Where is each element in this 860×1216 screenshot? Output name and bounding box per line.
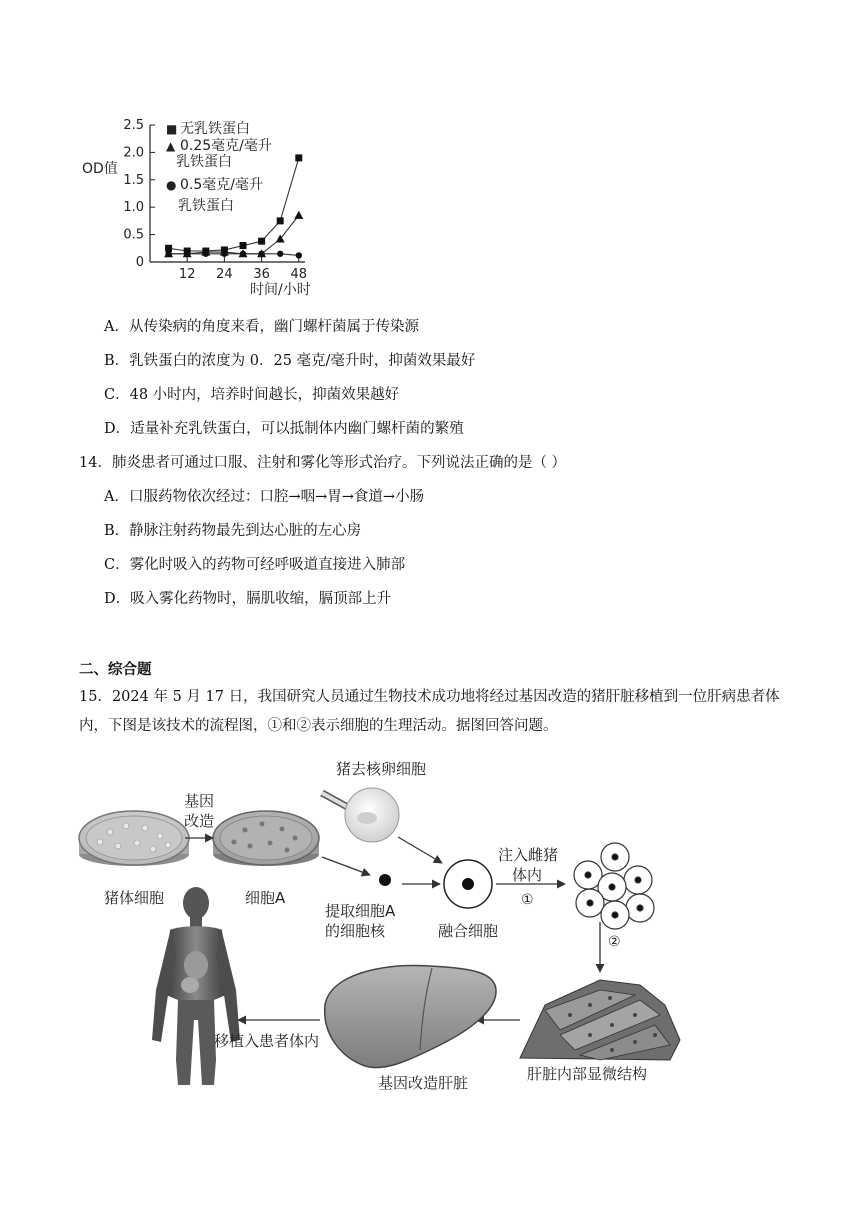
q13-option-c: C．48 小时内，培养时间越长，抑菌效果越好 [104, 387, 400, 403]
cell-a-dish [213, 811, 319, 866]
y-axis-label: OD值 [82, 161, 118, 177]
q15-text: 15．2024 年 5 月 17 日，我国研究人员通过生物技术成功地将经过基因改造的猪肝脏移植到一位肝病患者体内，下图是该技术的流程图，①和②表示细胞的生理活动。据图回答问题。 [79, 689, 780, 734]
human-body-figure [152, 887, 240, 1085]
y-tick-label: 0.5 [123, 227, 144, 243]
q14-option-a: A．口服药物依次经过：口腔→咽→胃→食道→小肠 [104, 489, 425, 505]
transplant-label: 移植入患者体内 [214, 1032, 320, 1050]
inject-label-1: 注入雌猪 [498, 846, 559, 864]
section-title: 二、综合题 [79, 661, 152, 678]
q14-stem: 14．肺炎患者可通过口服、注射和雾化等形式治疗。下列说法正确的是（ ） [79, 455, 567, 471]
gene-modification-label-2: 改造 [184, 812, 215, 830]
y-tick-label: 1.0 [123, 200, 144, 216]
legend-symbol: ▲ [166, 139, 176, 153]
pig-cells-dish [79, 811, 189, 866]
x-tick-label: 48 [290, 267, 308, 282]
extract-nucleus-label-2: 的细胞核 [325, 922, 386, 940]
extract-nucleus-label-1: 提取细胞A [325, 902, 396, 920]
liver-illustration [325, 966, 496, 1068]
y-tick-label: 2.5 [123, 118, 144, 133]
legend-symbol: ■ [166, 122, 178, 136]
legend-label: 无乳铁蛋白 [180, 121, 250, 137]
dividing-cell-cluster [574, 843, 654, 929]
fused-cell [444, 860, 492, 908]
q13-option-a: A．从传染病的角度来看，幽门螺杆菌属于传染源 [104, 319, 419, 335]
cell-a-nucleus [379, 874, 391, 886]
inject-label-2: 体内 [512, 866, 543, 884]
fused-cell-label: 融合细胞 [438, 922, 499, 940]
liver-microstructure [520, 980, 680, 1060]
q13-option-b: B．乳铁蛋白的浓度为 0．25 毫克/毫升时，抑菌效果最好 [104, 353, 476, 369]
legend-label: 0.25毫克/毫升 [180, 138, 272, 154]
gene-modification-label-1: 基因 [184, 792, 215, 810]
legend-label: 乳铁蛋白 [178, 198, 234, 214]
pig-cells-label: 猪体细胞 [104, 889, 165, 907]
q14-option-c: C．雾化时吸入的药物可经呼吸道直接进入肺部 [104, 557, 406, 573]
enucleated-egg-label: 猪去核卵细胞 [336, 760, 427, 778]
x-axis-label: 时间/小时 [250, 282, 311, 298]
y-tick-label: 0 [135, 255, 144, 270]
y-tick-label: 1.5 [123, 172, 144, 188]
q14-option-b: B．静脉注射药物最先到达心脏的左心房 [104, 523, 362, 539]
step-2-label: ② [608, 934, 621, 950]
enucleated-egg-cell [322, 788, 399, 842]
cell-a-label: 细胞A [245, 889, 286, 907]
legend-label: 0.5毫克/毫升 [180, 177, 263, 193]
x-tick-label: 36 [253, 267, 270, 282]
x-tick-label: 12 [178, 267, 196, 282]
legend-label: 乳铁蛋白 [176, 154, 232, 170]
y-tick-label: 2.0 [123, 145, 144, 161]
x-tick-label: 24 [216, 267, 233, 282]
modified-liver-label: 基因改造肝脏 [378, 1074, 469, 1092]
microstructure-label: 肝脏内部显微结构 [527, 1065, 648, 1083]
q13-option-d: D．适量补充乳铁蛋白，可以抵制体内幽门螺杆菌的繁殖 [104, 421, 464, 437]
q14-option-d: D．吸入雾化药物时，膈肌收缩，膈顶部上升 [104, 591, 392, 607]
step-1-label: ① [521, 892, 534, 908]
legend-symbol: ● [166, 178, 177, 192]
